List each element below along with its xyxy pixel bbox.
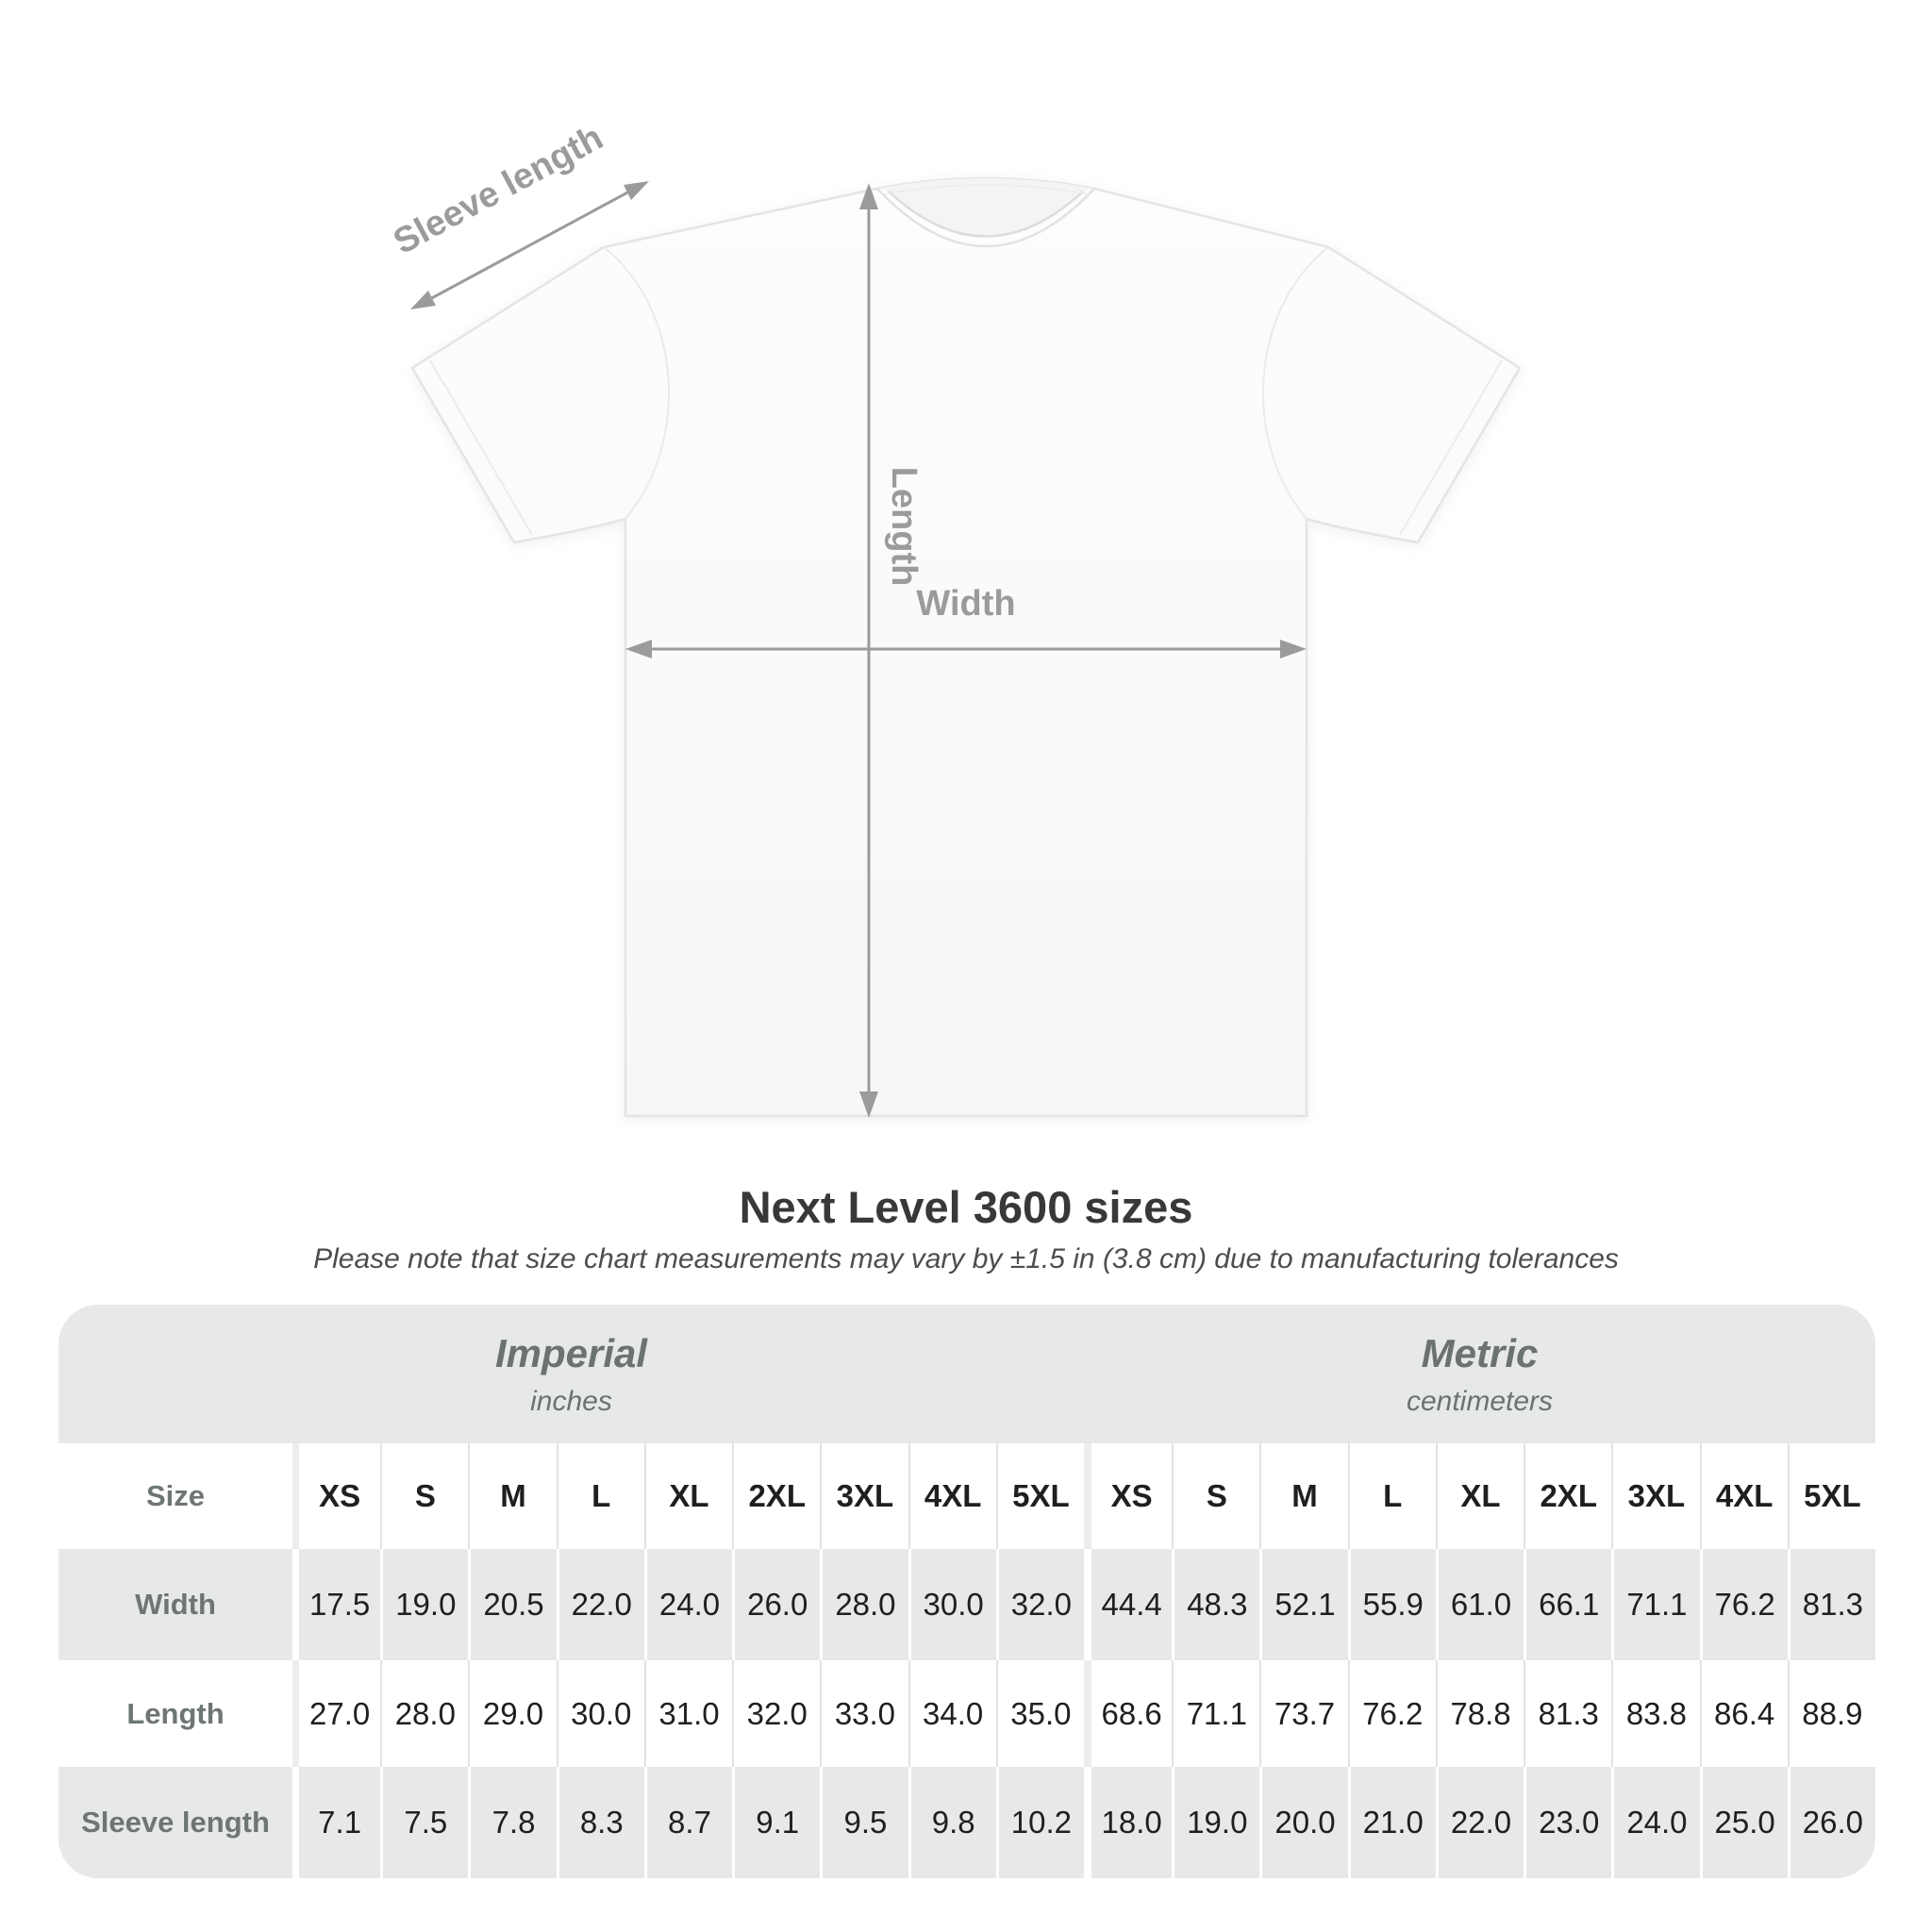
size-col: 2XL bbox=[1524, 1443, 1611, 1549]
size-col: 5XL bbox=[996, 1443, 1084, 1549]
value-cell: 27.0 bbox=[292, 1660, 380, 1767]
value-cell: 8.3 bbox=[557, 1767, 644, 1878]
sleeve-length-label: Sleeve length bbox=[387, 117, 610, 262]
size-col: 3XL bbox=[1611, 1443, 1699, 1549]
value-cell: 20.5 bbox=[468, 1549, 556, 1660]
table-row-width bbox=[58, 1549, 1875, 1660]
value-cell: 19.0 bbox=[1172, 1767, 1259, 1878]
value-cell: 30.0 bbox=[908, 1549, 996, 1660]
page-title: Next Level 3600 sizes bbox=[739, 1182, 1193, 1232]
value-cell: 9.1 bbox=[732, 1767, 820, 1878]
size-col: XS bbox=[292, 1443, 380, 1549]
value-cell: 81.3 bbox=[1524, 1660, 1611, 1767]
value-cell: 61.0 bbox=[1436, 1549, 1524, 1660]
value-cell: 25.0 bbox=[1700, 1767, 1788, 1878]
value-cell: 26.0 bbox=[1788, 1767, 1875, 1878]
value-cell: 31.0 bbox=[644, 1660, 732, 1767]
value-cell: 10.2 bbox=[996, 1767, 1084, 1878]
value-cell: 30.0 bbox=[557, 1660, 644, 1767]
value-cell: 48.3 bbox=[1172, 1549, 1259, 1660]
size-col: XL bbox=[644, 1443, 732, 1549]
unit-group-header-row bbox=[58, 1305, 1875, 1443]
size-col: L bbox=[1348, 1443, 1436, 1549]
row-label: Length bbox=[126, 1696, 225, 1730]
value-cell: 66.1 bbox=[1524, 1549, 1611, 1660]
value-cell: 76.2 bbox=[1700, 1549, 1788, 1660]
value-cell: 34.0 bbox=[908, 1660, 996, 1767]
value-cell: 24.0 bbox=[1611, 1767, 1699, 1878]
value-cell: 83.8 bbox=[1611, 1660, 1699, 1767]
value-cell: 18.0 bbox=[1084, 1767, 1172, 1878]
value-cell: 22.0 bbox=[1436, 1767, 1524, 1878]
value-cell: 71.1 bbox=[1611, 1549, 1699, 1660]
table-row-length bbox=[58, 1660, 1875, 1767]
value-cell: 52.1 bbox=[1259, 1549, 1347, 1660]
value-cell: 23.0 bbox=[1524, 1767, 1611, 1878]
value-cell: 22.0 bbox=[557, 1549, 644, 1660]
value-cell: 17.5 bbox=[292, 1549, 380, 1660]
metric-label: Metric bbox=[1421, 1330, 1539, 1375]
value-cell: 81.3 bbox=[1788, 1549, 1875, 1660]
value-cell: 73.7 bbox=[1259, 1660, 1347, 1767]
value-cell: 26.0 bbox=[732, 1549, 820, 1660]
size-col: S bbox=[380, 1443, 468, 1549]
value-cell: 88.9 bbox=[1788, 1660, 1875, 1767]
row-label: Width bbox=[135, 1588, 216, 1621]
size-col: XS bbox=[1084, 1443, 1172, 1549]
value-cell: 7.1 bbox=[292, 1767, 380, 1878]
imperial-label: Imperial bbox=[494, 1330, 648, 1375]
value-cell: 9.8 bbox=[908, 1767, 996, 1878]
size-table bbox=[58, 1305, 1875, 1878]
value-cell: 33.0 bbox=[820, 1660, 908, 1767]
value-cell: 71.1 bbox=[1172, 1660, 1259, 1767]
size-header-row bbox=[58, 1443, 1875, 1549]
value-cell: 7.8 bbox=[468, 1767, 556, 1878]
value-cell: 68.6 bbox=[1084, 1660, 1172, 1767]
metric-sublabel: centimeters bbox=[1406, 1385, 1554, 1417]
size-col: L bbox=[557, 1443, 644, 1549]
imperial-sublabel: inches bbox=[530, 1385, 612, 1417]
size-col: XL bbox=[1436, 1443, 1524, 1549]
size-col: 5XL bbox=[1788, 1443, 1875, 1549]
value-cell: 32.0 bbox=[996, 1549, 1084, 1660]
value-cell: 19.0 bbox=[380, 1549, 468, 1660]
tshirt-body-shape bbox=[412, 178, 1520, 1116]
value-cell: 8.7 bbox=[644, 1767, 732, 1878]
value-cell: 32.0 bbox=[732, 1660, 820, 1767]
size-col: S bbox=[1172, 1443, 1259, 1549]
value-cell: 29.0 bbox=[468, 1660, 556, 1767]
value-cell: 21.0 bbox=[1348, 1767, 1436, 1878]
size-col: 3XL bbox=[820, 1443, 908, 1549]
value-cell: 78.8 bbox=[1436, 1660, 1524, 1767]
arrowhead bbox=[624, 181, 649, 200]
value-cell: 76.2 bbox=[1348, 1660, 1436, 1767]
row-label: Sleeve length bbox=[81, 1806, 270, 1839]
value-cell: 28.0 bbox=[820, 1549, 908, 1660]
value-cell: 28.0 bbox=[380, 1660, 468, 1767]
table-row-sleeve-length bbox=[58, 1767, 1875, 1878]
value-cell: 44.4 bbox=[1084, 1549, 1172, 1660]
width-label: Width bbox=[916, 584, 1016, 624]
value-cell: 86.4 bbox=[1700, 1660, 1788, 1767]
value-cell: 7.5 bbox=[380, 1767, 468, 1878]
value-cell: 9.5 bbox=[820, 1767, 908, 1878]
tshirt-illustration bbox=[412, 178, 1520, 1116]
value-cell: 55.9 bbox=[1348, 1549, 1436, 1660]
metric-group-header bbox=[1084, 1305, 1875, 1443]
tolerance-note: Please note that size chart measurements may vary by ±1.5 in (3.8 cm) due to manufacturing tolerances bbox=[313, 1243, 1619, 1274]
size-col: 2XL bbox=[732, 1443, 820, 1549]
imperial-group-header bbox=[58, 1305, 1084, 1443]
size-header: Size bbox=[145, 1479, 206, 1512]
size-col: M bbox=[468, 1443, 556, 1549]
value-cell: 20.0 bbox=[1259, 1767, 1347, 1878]
size-col: M bbox=[1259, 1443, 1347, 1549]
size-col: 4XL bbox=[1700, 1443, 1788, 1549]
value-cell: 35.0 bbox=[996, 1660, 1084, 1767]
size-col: 4XL bbox=[908, 1443, 996, 1549]
arrowhead bbox=[410, 291, 436, 309]
value-cell: 24.0 bbox=[644, 1549, 732, 1660]
length-label: Length bbox=[884, 466, 924, 587]
